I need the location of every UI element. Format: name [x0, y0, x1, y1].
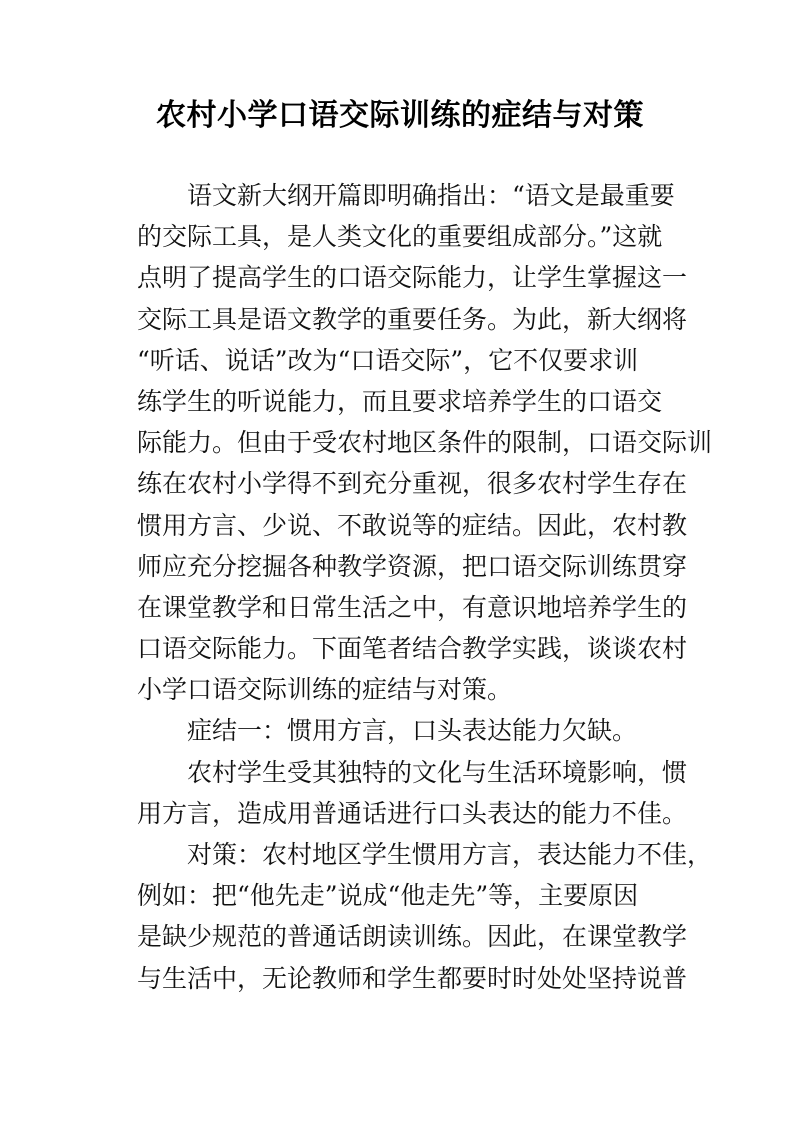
paragraph-line: 语文新大纲开篇即明确指出：“语文是最重要: [187, 181, 675, 210]
paragraph-line: 口语交际能力。下面笔者结合教学实践，谈谈农村: [137, 634, 688, 664]
paragraph-line: 练学生的听说能力，而且要求培养学生的口语交: [137, 386, 663, 416]
paragraph-line: “听话、说话”改为“口语交际”，它不仅要求训: [137, 345, 639, 375]
paragraph-line: 小学口语交际训练的症结与对策。: [137, 675, 513, 705]
document-body: [137, 175, 713, 999]
paragraph-line: 用方言，造成用普通话进行口头表达的能力不佳。: [137, 798, 688, 828]
paragraph-line: 对策：农村地区学生惯用方言，表达能力不佳，: [187, 840, 713, 869]
paragraph-line: 惯用方言、少说、不敢说等的症结。因此，农村教: [137, 510, 688, 540]
paragraph-line: 师应充分挖掘各种教学资源，把口语交际训练贯穿: [137, 551, 688, 581]
paragraph-line: 农村学生受其独特的文化与生活环境影响，惯: [187, 757, 688, 787]
paragraph-line: 在课堂教学和日常生活之中，有意识地培养学生的: [137, 592, 688, 622]
section-heading-line: 症结一：惯用方言，口头表达能力欠缺。: [187, 716, 638, 746]
paragraph-line: 际能力。但由于受农村地区条件的限制，口语交际训: [137, 428, 713, 458]
document-title: 农村小学口语交际训练的症结与对策: [156, 98, 644, 133]
paragraph-line: 交际工具是语文教学的重要任务。为此，新大纲将: [137, 304, 688, 334]
paragraph-line: 的交际工具，是人类文化的重要组成部分。”这就: [137, 222, 663, 252]
paragraph-line: 练在农村小学得不到充分重视，很多农村学生存在: [137, 469, 688, 499]
paragraph-line: 点明了提高学生的口语交际能力，让学生掌握这一: [137, 263, 688, 293]
paragraph-line: 是缺少规范的普通话朗读训练。因此，在课堂教学: [137, 922, 688, 952]
paragraph-line: 例如：把“他先走”说成“他走先”等，主要原因: [137, 881, 639, 911]
paragraph-line: 与生活中，无论教师和学生都要时时处处坚持说普: [137, 963, 688, 993]
